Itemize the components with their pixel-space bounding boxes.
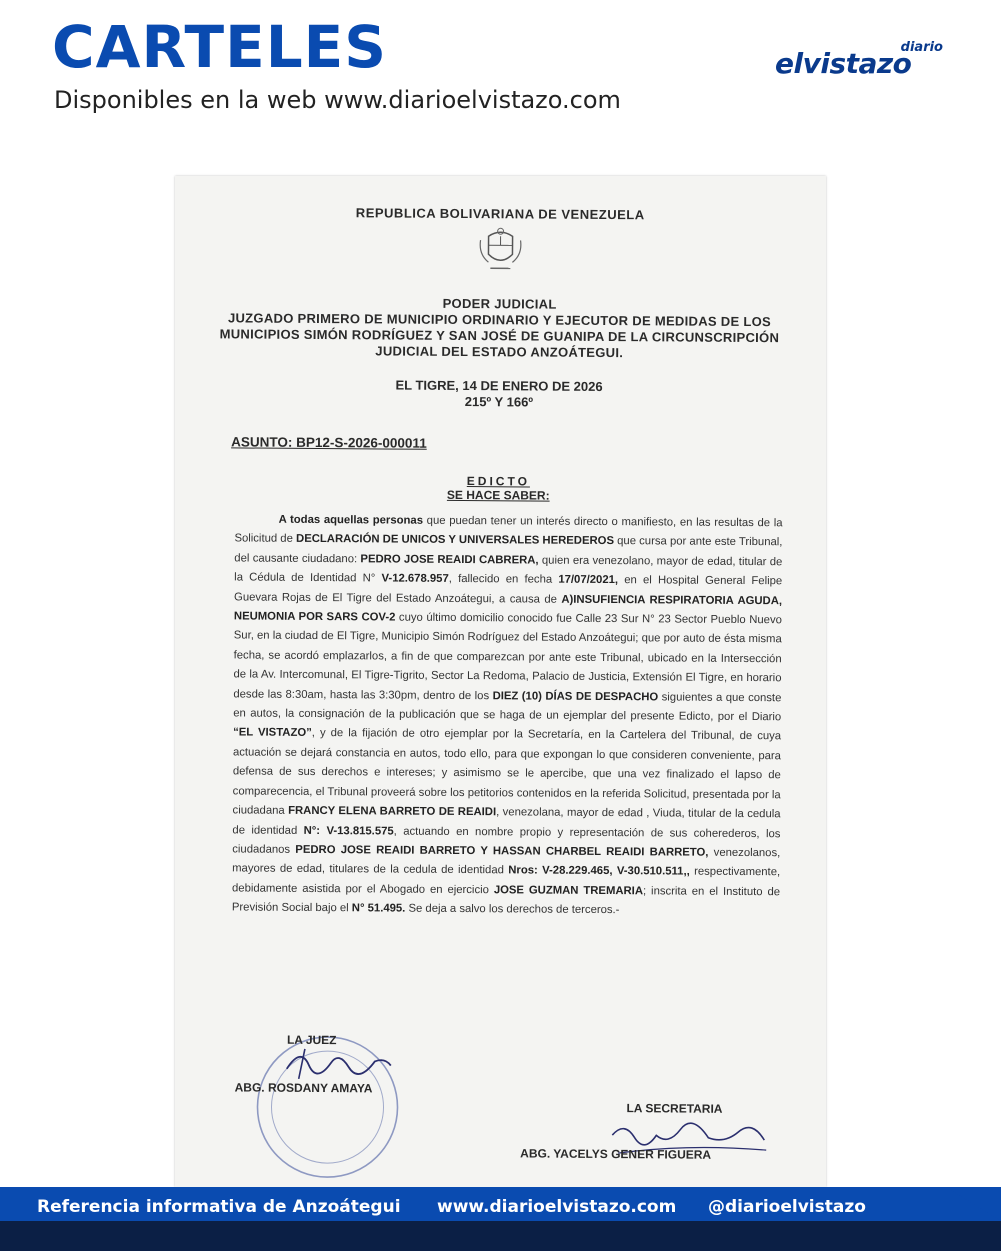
body-bold: PEDRO JOSE REAIDI CABRERA, [360, 553, 539, 567]
edict-document [175, 176, 826, 1187]
brand-logo [775, 40, 945, 84]
body-text: , y de la fijación de otro ejemplar por la Secretaría, en la Cartelera del Tribunal, de cuya actuación se dejará constancia en autos, todo ello, para que expongan lo que consideren conveniente, para defensa de sus derechos e intereses; y asimismo se le apercibe, que una vez finalizado el lapso de comparecencia, el Tribunal proveerá sobre los petitorios contenidos en la referida Solicitud, presentada por la ciudadana [232, 727, 782, 817]
body-bold: PEDRO JOSE REAIDI BARRETO Y HASSAN CHARBEL REAIDI BARRETO, [295, 843, 709, 859]
secretary-name: ABG. YACELYS GENER FIGUERA [520, 1146, 712, 1162]
body-text: Se deja a salvo los derechos de terceros.- [405, 902, 620, 917]
body-bold: “EL VISTAZO” [233, 726, 312, 740]
footer-reference: Referencia informativa de Anzoátegui [37, 1197, 401, 1217]
doc-edict-title: EDICTO [466, 474, 530, 489]
body-text: cuyo último domicilio conocido fue Calle 23 Sur N° 23 Sector Pueblo Nuevo Sur, en la ciudad de El Tigre, Municipio Simón Rodríguez del Estado Anzoátegui; que por auto de ésta misma fecha, se acordó emplazarlos, a fin de que comparezcan por ante este Tribunal, ubicado en la Intersección de la Av. Intercomunal, El Tigre-Tigrito, Sector La Redoma, Palacio de Justicia, Extensión El Tigre, en horario desde las 8:30am, hasta las 3:30pm, dentro de los [233, 611, 782, 702]
judge-name: ABG. ROSDANY AMAYA [234, 1080, 373, 1096]
body-text: quien era venezolano, mayor de edad, titular de la Cédula de Identidad N° [234, 554, 783, 585]
body-text: respectivamente, debidamente asistida por el Abogado en ejercicio [231, 865, 781, 896]
doc-subject: ASUNTO: BP12-S-2026-000011 [231, 434, 427, 451]
body-bold: N° 51.495. [351, 902, 406, 915]
body-text: en el Hospital General Felipe Guevara Rojas de El Tigre del Estado Anzoátegui, a causa de [234, 574, 783, 606]
doc-court-line: JUDICIAL DEL ESTADO ANZOÁTEGUI. [375, 343, 624, 361]
footer-stripe [0, 1221, 1001, 1251]
body-text: ; inscrita en el Instituto de Previsión Social bajo el [231, 885, 781, 915]
doc-republic: REPUBLICA BOLIVARIANA DE VENEZUELA [355, 205, 645, 223]
body-text: , venezolana, mayor de edad , Viuda, titular de la cedula de identidad [232, 806, 781, 837]
body-bold: A)INSUFIENCIA RESPIRATORIA AGUDA, NEUMONIA POR SARS COV-2 [233, 593, 783, 624]
page-title: CARTELES [52, 13, 388, 81]
judge-label: LA JUEZ [286, 1032, 337, 1048]
body-text: venezolanos, mayores de edad, titulares de la cedula de identidad [232, 846, 781, 877]
footer-social-handle[interactable]: @diarioelvistazo [708, 1197, 866, 1217]
brand-logo-small: diario [900, 40, 943, 55]
body-bold: 17/07/2021, [558, 573, 619, 587]
body-text: que puedan tener un interés directo o manifiesto, en las resultas de la Solicitud de [234, 514, 783, 546]
doc-court [174, 310, 825, 363]
body-text: siguientes a que conste en autos, la consignación de la publicación que se haga de un ejemplar del presente Edicto, por el Diario [233, 691, 782, 724]
footer-corner [946, 1187, 1001, 1221]
body-bold: JOSE GUZMAN TREMARIA [493, 883, 644, 898]
body-text: , actuando en nombre propio y representación de sus coherederos, los ciudadanos [232, 825, 781, 856]
doc-body [232, 510, 783, 921]
footer-website-link[interactable]: www.diarioelvistazo.com [437, 1197, 677, 1217]
doc-date-line: EL TIGRE, 14 DE ENERO DE 2026 [395, 377, 603, 394]
body-bold: A todas aquellas personas [278, 513, 424, 527]
body-bold: DECLARACIÓN DE UNICOS Y UNIVERSALES HEREDEROS [296, 533, 615, 548]
doc-edict-subtitle: SE HACE SABER: [446, 487, 550, 503]
brand-logo-main: elvistazo [775, 47, 912, 80]
doc-court-line: MUNICIPIOS SIMÓN RODRÍGUEZ Y SAN JOSÉ DE GUANIPA DE LA CIRCUNSCRIPCIÓN [219, 326, 780, 346]
body-text: , fallecido en fecha [448, 573, 559, 586]
doc-power: PODER JUDICIAL [442, 295, 557, 312]
body-bold: V-12.678.957 [381, 572, 449, 586]
body-bold: DIEZ (10) DÍAS DE DESPACHO [492, 689, 659, 704]
doc-court-line: JUZGADO PRIMERO DE MUNICIPIO ORDINARIO Y EJECUTOR DE MEDIDAS DE LOS [227, 310, 772, 330]
coat-of-arms-icon [474, 226, 526, 274]
page-subtitle: Disponibles en la web www.diarioelvistazo.com [54, 86, 621, 114]
doc-date [173, 376, 824, 413]
body-bold: Nros: V-28.229.465, V-30.510.511,, [508, 864, 690, 878]
doc-years-line: 215º Y 166º [464, 394, 534, 410]
secretary-label: LA SECRETARIA [626, 1101, 723, 1116]
body-bold: FRANCY ELENA BARRETO DE REAIDI [288, 804, 497, 819]
body-text: que cursa por ante este Tribunal, del causante ciudadano: [234, 535, 783, 566]
body-bold: N°: V-13.815.575 [303, 824, 394, 838]
